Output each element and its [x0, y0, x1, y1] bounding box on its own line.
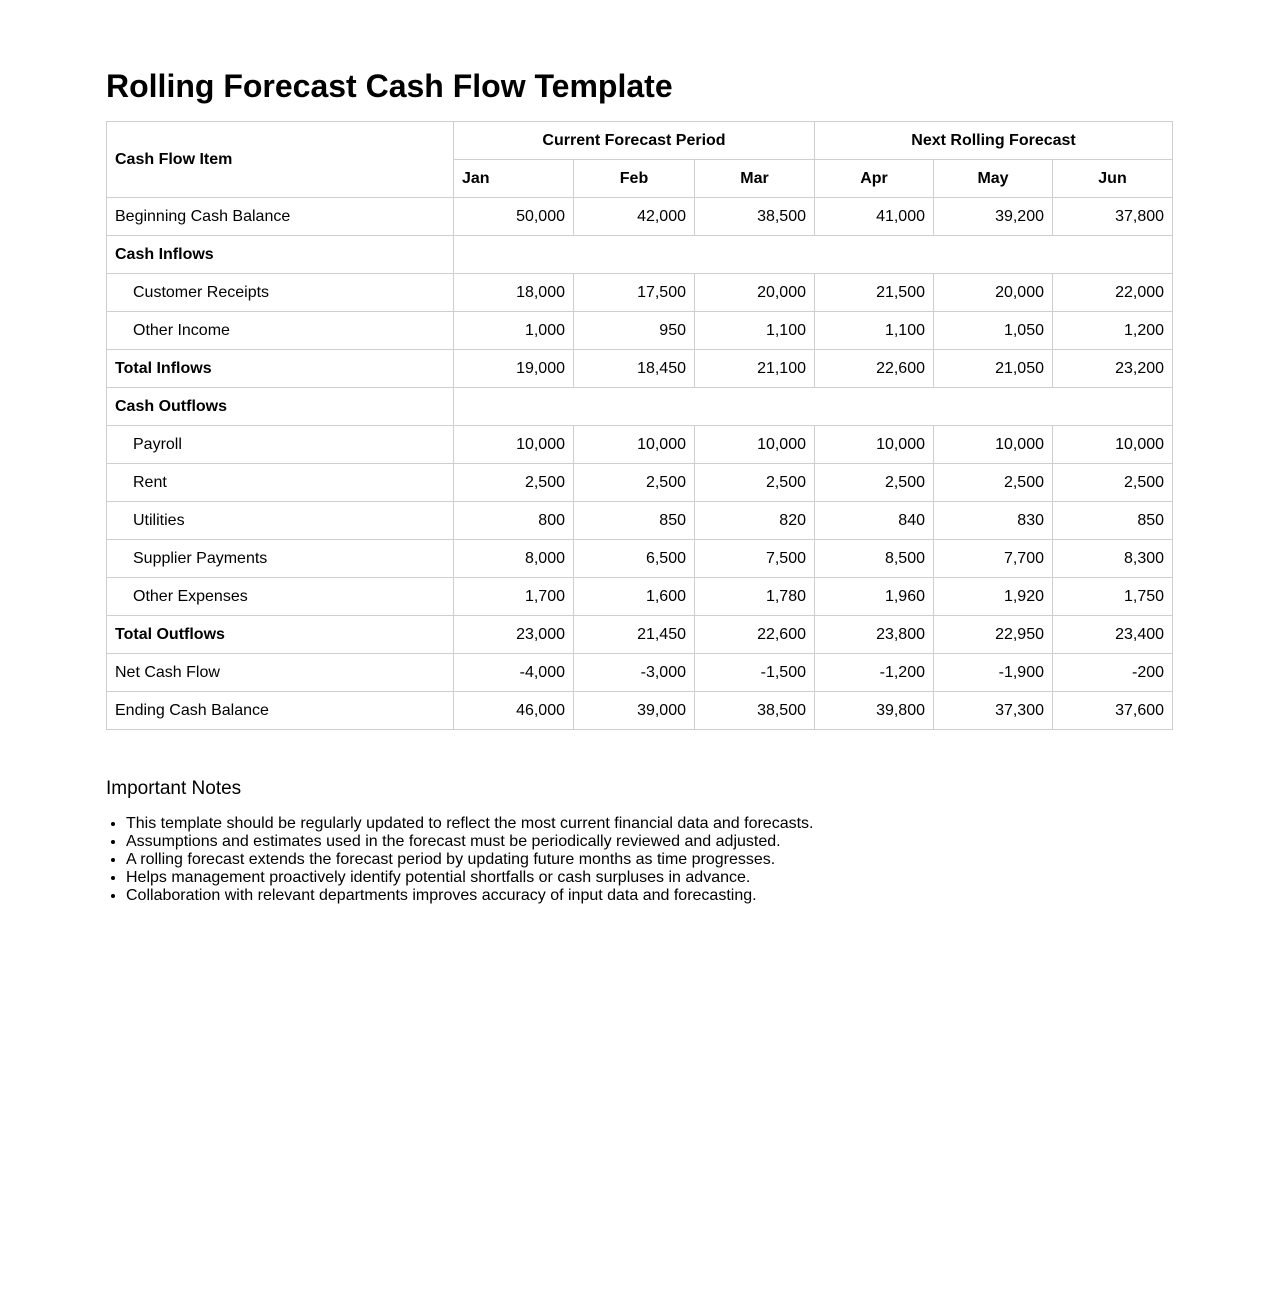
notes-list [106, 815, 814, 905]
value-cell: 22,600 [695, 616, 815, 654]
table-body [107, 198, 1173, 730]
group-header-next: Next Rolling Forecast [815, 122, 1173, 160]
value-cell: 37,600 [1053, 692, 1173, 730]
value-cell: 850 [574, 502, 695, 540]
value-cell: 38,500 [695, 198, 815, 236]
value-cell: -1,900 [934, 654, 1053, 692]
row-label: Customer Receipts [107, 274, 454, 312]
row-label: Other Expenses [107, 578, 454, 616]
value-cell: 50,000 [454, 198, 574, 236]
table-row [107, 540, 1173, 578]
value-cell: 2,500 [454, 464, 574, 502]
cash-flow-table [106, 121, 1173, 730]
value-cell: 23,400 [1053, 616, 1173, 654]
value-cell: 850 [1053, 502, 1173, 540]
value-cell: 1,200 [1053, 312, 1173, 350]
value-cell: 1,960 [815, 578, 934, 616]
page-title: Rolling Forecast Cash Flow Template [106, 68, 673, 104]
value-cell: 10,000 [815, 426, 934, 464]
note-item: • Helps management proactively identify potential shortfalls or cash surpluses in advance. [126, 869, 814, 887]
value-cell: 2,500 [574, 464, 695, 502]
value-cell: 23,200 [1053, 350, 1173, 388]
month-header: Feb [574, 160, 695, 198]
section-label: Cash Outflows [107, 388, 454, 426]
row-label: Total Outflows [107, 616, 454, 654]
value-cell: 39,200 [934, 198, 1053, 236]
value-cell: 1,100 [695, 312, 815, 350]
row-label: Utilities [107, 502, 454, 540]
value-cell: 7,500 [695, 540, 815, 578]
value-cell: 8,300 [1053, 540, 1173, 578]
value-cell: 1,750 [1053, 578, 1173, 616]
row-label: Ending Cash Balance [107, 692, 454, 730]
value-cell: 18,000 [454, 274, 574, 312]
value-cell: -1,500 [695, 654, 815, 692]
row-label: Supplier Payments [107, 540, 454, 578]
value-cell: 22,000 [1053, 274, 1173, 312]
table-header [107, 122, 1173, 198]
row-label: Payroll [107, 426, 454, 464]
table-row [107, 312, 1173, 350]
table-row [107, 616, 1173, 654]
value-cell: 10,000 [934, 426, 1053, 464]
column-header-item: Cash Flow Item [107, 122, 454, 198]
table-row [107, 388, 1173, 426]
value-cell: 8,000 [454, 540, 574, 578]
value-cell: 21,500 [815, 274, 934, 312]
value-cell: 2,500 [934, 464, 1053, 502]
table-row [107, 502, 1173, 540]
value-cell: 10,000 [574, 426, 695, 464]
value-cell: 21,050 [934, 350, 1053, 388]
value-cell: 37,300 [934, 692, 1053, 730]
value-cell: 1,000 [454, 312, 574, 350]
notes-title: Important Notes [106, 778, 242, 799]
row-label: Net Cash Flow [107, 654, 454, 692]
row-label: Beginning Cash Balance [107, 198, 454, 236]
table-row [107, 578, 1173, 616]
value-cell: 2,500 [695, 464, 815, 502]
row-label: Total Inflows [107, 350, 454, 388]
value-cell: 23,800 [815, 616, 934, 654]
value-cell: 830 [934, 502, 1053, 540]
value-cell: 1,700 [454, 578, 574, 616]
value-cell: 39,800 [815, 692, 934, 730]
value-cell: -1,200 [815, 654, 934, 692]
value-cell: 46,000 [454, 692, 574, 730]
value-cell: 37,800 [1053, 198, 1173, 236]
value-cell: -4,000 [454, 654, 574, 692]
row-label: Rent [107, 464, 454, 502]
table-row [107, 692, 1173, 730]
section-label: Cash Inflows [107, 236, 454, 274]
value-cell: 22,600 [815, 350, 934, 388]
value-cell: 8,500 [815, 540, 934, 578]
value-cell: 20,000 [695, 274, 815, 312]
table-row [107, 274, 1173, 312]
table-row [107, 198, 1173, 236]
value-cell: 41,000 [815, 198, 934, 236]
value-cell: 10,000 [454, 426, 574, 464]
value-cell: 950 [574, 312, 695, 350]
value-cell: 7,700 [934, 540, 1053, 578]
month-header: May [934, 160, 1053, 198]
value-cell: 17,500 [574, 274, 695, 312]
note-item: • Assumptions and estimates used in the forecast must be periodically reviewed and adjusted. [126, 833, 814, 851]
month-header: Jun [1053, 160, 1173, 198]
value-cell: 38,500 [695, 692, 815, 730]
note-item: • Collaboration with relevant departments improves accuracy of input data and forecasting. [126, 887, 814, 905]
value-cell: 2,500 [815, 464, 934, 502]
value-cell: -200 [1053, 654, 1173, 692]
value-cell: 39,000 [574, 692, 695, 730]
value-cell: 21,450 [574, 616, 695, 654]
value-cell: 22,950 [934, 616, 1053, 654]
value-cell: 18,450 [574, 350, 695, 388]
value-cell: 19,000 [454, 350, 574, 388]
value-cell: -3,000 [574, 654, 695, 692]
section-blank-cell [454, 236, 1173, 274]
value-cell: 21,100 [695, 350, 815, 388]
month-header: Mar [695, 160, 815, 198]
value-cell: 42,000 [574, 198, 695, 236]
value-cell: 10,000 [695, 426, 815, 464]
table-row [107, 350, 1173, 388]
value-cell: 1,600 [574, 578, 695, 616]
note-item: • A rolling forecast extends the forecast period by updating future months as time progresses. [126, 851, 814, 869]
month-header: Apr [815, 160, 934, 198]
value-cell: 2,500 [1053, 464, 1173, 502]
value-cell: 6,500 [574, 540, 695, 578]
value-cell: 20,000 [934, 274, 1053, 312]
value-cell: 800 [454, 502, 574, 540]
value-cell: 1,780 [695, 578, 815, 616]
value-cell: 10,000 [1053, 426, 1173, 464]
value-cell: 1,050 [934, 312, 1053, 350]
value-cell: 23,000 [454, 616, 574, 654]
note-item: • This template should be regularly updated to reflect the most current financial data and forecasts. [126, 815, 814, 833]
table-row [107, 236, 1173, 274]
row-label: Other Income [107, 312, 454, 350]
group-header-current: Current Forecast Period [454, 122, 815, 160]
month-header: Jan [454, 160, 574, 198]
section-blank-cell [454, 388, 1173, 426]
value-cell: 820 [695, 502, 815, 540]
value-cell: 840 [815, 502, 934, 540]
table-row [107, 464, 1173, 502]
value-cell: 1,920 [934, 578, 1053, 616]
table-row [107, 426, 1173, 464]
table-row [107, 654, 1173, 692]
value-cell: 1,100 [815, 312, 934, 350]
